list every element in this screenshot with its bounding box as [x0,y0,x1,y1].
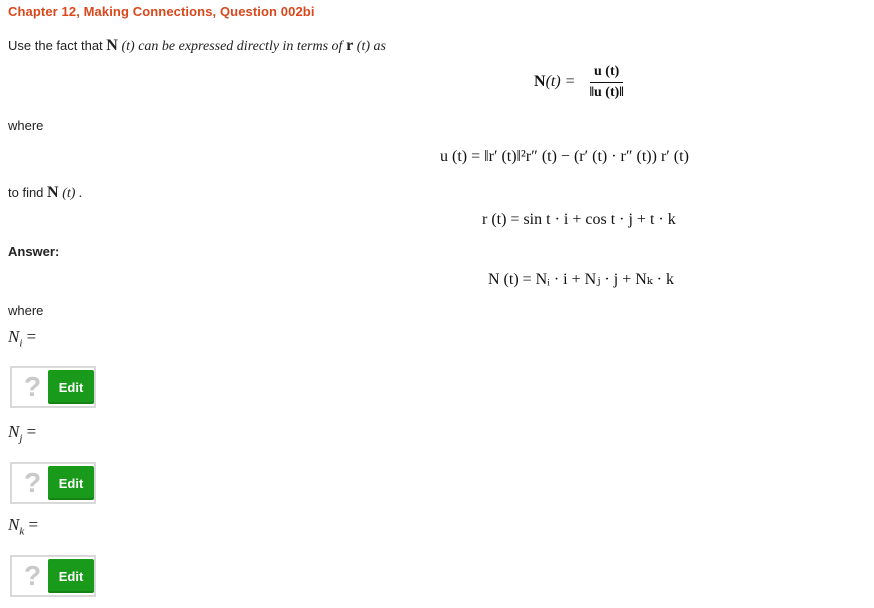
Nj-label: $N_j$ = [8,422,37,445]
to-find-text: to find N (t) . [8,184,83,201]
question-mark-icon: ? [24,560,42,591]
equation-N-components: N (t) = Nᵢ · i + Nⱼ · j + Nₖ · k [488,271,674,288]
answer-label: Answer: [8,244,60,259]
Nj-edit-button[interactable]: Edit [48,466,94,500]
question-mark-icon: ? [24,467,42,498]
equation-N-definition: N(t) = $\frac{u (t)}{‖u (t)‖}$ [534,64,628,101]
fraction-numerator: u (t) [590,64,623,83]
where-label-1: where [8,118,44,133]
Nj-answer-box[interactable] [10,462,96,504]
Ni-edit-button[interactable]: Edit [48,370,94,404]
page-title: Chapter 12, Making Connections, Question 002bi [8,4,315,19]
question-mark-icon: ? [24,371,42,402]
equation-u-definition: u (t) = ‖r′ (t)‖²r″ (t) − (r′ (t) · r″ (t)) r′ (t) [440,148,689,165]
where-label-2: where [8,303,44,318]
Ni-answer-box[interactable] [10,366,96,408]
Nk-answer-box[interactable] [10,555,96,597]
fraction-denominator: ‖u (t)‖ [589,85,624,100]
intro-text: Use the fact that N (t) can be expressed directly in terms of r (t) as [8,37,386,54]
Ni-label: $N_i$ = [8,327,37,350]
Nk-label: $N_k$ = [8,515,39,538]
equation-r-definition: r (t) = sin t · i + cos t · j + t · k [482,211,676,228]
Nk-edit-button[interactable]: Edit [48,559,94,593]
